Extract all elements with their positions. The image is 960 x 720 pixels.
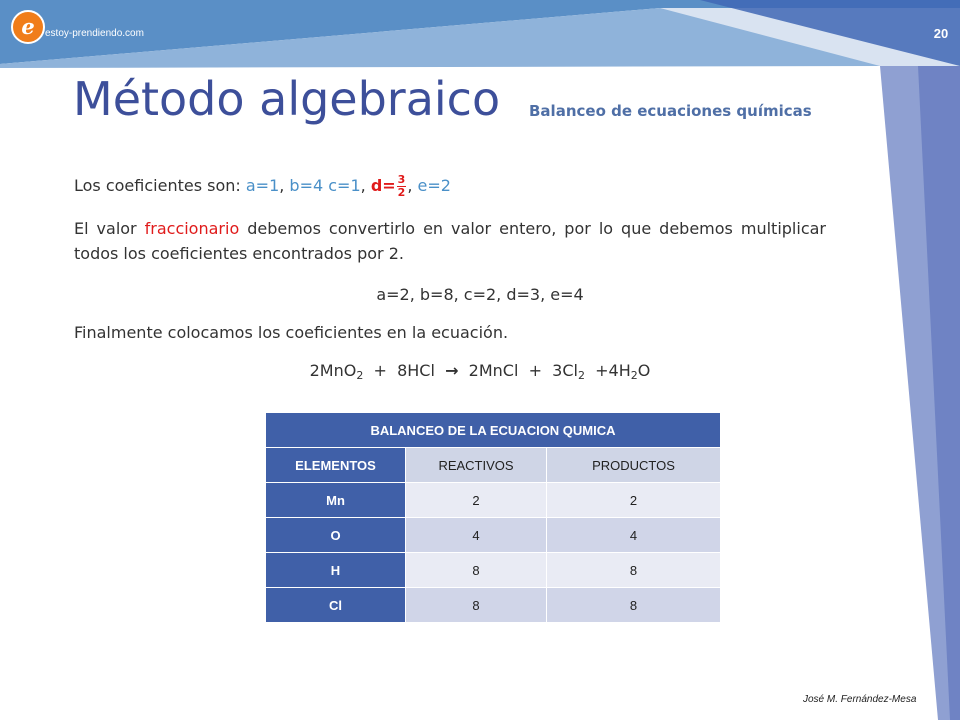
table-row — [266, 518, 721, 553]
table-row — [266, 588, 721, 623]
coef-b-c: b=4 c=1 — [289, 176, 361, 195]
arrow-right-icon: → — [445, 361, 459, 380]
element-cell: O — [266, 518, 406, 553]
reactivos-cell: 4 — [406, 518, 547, 553]
paragraph-highlight: fraccionario — [144, 219, 240, 238]
eq-subscript: 2 — [356, 369, 364, 382]
eq-subscript: 2 — [577, 369, 585, 382]
author-credit: José M. Fernández-Mesa — [803, 694, 917, 705]
coef-sep: , — [407, 176, 418, 195]
productos-cell: 8 — [547, 588, 721, 623]
final-text: Finalmente colocamos los coeficientes en la ecuación. — [74, 323, 509, 342]
fraction-numerator: 3 — [397, 173, 406, 186]
paragraph-text-before: El valor — [74, 219, 145, 238]
productos-cell: 4 — [547, 518, 721, 553]
table-row — [266, 483, 721, 518]
explanation-paragraph — [74, 216, 826, 266]
eq-term: + 8HCl — [363, 361, 446, 380]
site-name[interactable]: estoy-prendiendo.com — [45, 28, 144, 39]
eq-term: 2MnO — [309, 361, 357, 380]
slide-title: Método algebraico — [73, 72, 501, 126]
productos-cell: 8 — [547, 553, 721, 588]
eq-term: O — [637, 361, 651, 380]
coef-sep: , — [279, 176, 290, 195]
reactivos-cell: 2 — [406, 483, 547, 518]
reactivos-cell: 8 — [406, 553, 547, 588]
balance-table — [265, 412, 721, 623]
coef-d-label: d= — [370, 176, 396, 195]
table-header-productos: PRODUCTOS — [547, 448, 721, 483]
eq-term: 2MnCl + 3Cl — [458, 361, 578, 380]
balanced-equation — [0, 361, 960, 380]
productos-cell: 2 — [547, 483, 721, 518]
new-coefficients: a=2, b=8, c=2, d=3, e=4 — [376, 285, 584, 304]
element-cell: Mn — [266, 483, 406, 518]
page-number: 20 — [933, 26, 949, 41]
table-header-elementos: ELEMENTOS — [266, 448, 406, 483]
fraction-denominator: 2 — [397, 186, 406, 199]
coef-sep: , — [360, 176, 371, 195]
reactivos-cell: 8 — [406, 588, 547, 623]
paragraph-text-after: debemos convertirlo en valor entero, por lo que debemos multiplicar todos los coeficientes encontrados por 2. — [74, 219, 827, 263]
table-row — [266, 553, 721, 588]
logo-icon[interactable]: e — [11, 10, 45, 44]
table-header-reactivos: REACTIVOS — [406, 448, 547, 483]
coef-a: a=1 — [245, 176, 280, 195]
eq-subscript: 2 — [630, 369, 638, 382]
coef-e: e=2 — [417, 176, 451, 195]
coefficients-intro: Los coeficientes son: — [74, 176, 246, 195]
coefficients-line — [74, 174, 451, 199]
eq-term: +4H — [584, 361, 631, 380]
slide-subtitle: Balanceo de ecuaciones químicas — [529, 102, 812, 120]
table-title: BALANCEO DE LA ECUACION QUMICA — [266, 413, 721, 448]
element-cell: Cl — [266, 588, 406, 623]
element-cell: H — [266, 553, 406, 588]
coef-d-fraction — [397, 174, 407, 199]
